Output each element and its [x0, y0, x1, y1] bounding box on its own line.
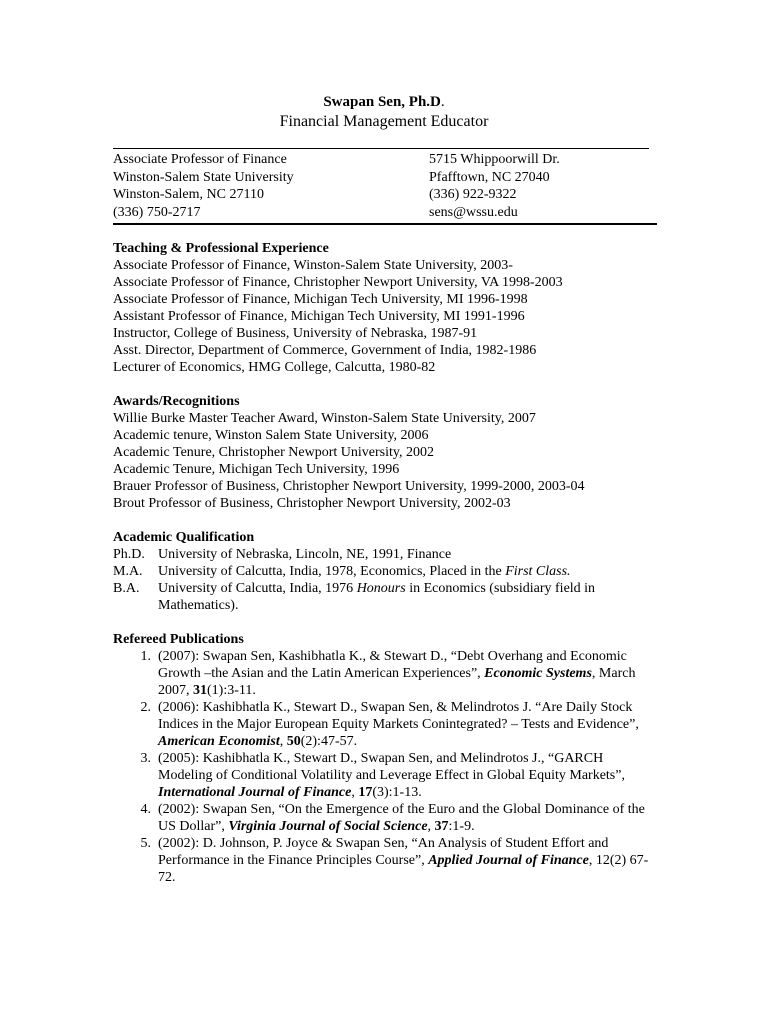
publication-item: 3. (2005): Kashibhatla K., Stewart D., Swapan Sen, and Melindrotos J., “GARCH Modeling of Conditional Volatility and Leverage Effect in Global Equity Markets”, International Journal of Finance, 17(3):1-13.: [140, 751, 625, 800]
award-item: Brout Professor of Business, Christopher Newport University, 2002-03: [113, 496, 511, 511]
award-item: Academic Tenure, Michigan Tech University, 1996: [113, 462, 400, 477]
journal-name: Virginia Journal of Social Science: [228, 819, 428, 834]
award-item: Willie Burke Master Teacher Award, Winston-Salem State University, 2007: [113, 411, 536, 426]
award-item: Academic tenure, Winston Salem State University, 2006: [113, 428, 429, 443]
contact-line: Winston-Salem, NC 27110: [113, 187, 264, 202]
qualification-item: [113, 546, 653, 563]
contact-line: Pfafftown, NC 27040: [429, 169, 550, 185]
journal-name: American Economist: [158, 734, 280, 749]
section-heading-experience: Teaching & Professional Experience: [113, 241, 329, 256]
experience-item: Instructor, College of Business, University of Nebraska, 1987-91: [113, 326, 478, 341]
section-heading-qualification: Academic Qualification: [113, 530, 255, 545]
publication-item: 1. (2007): Swapan Sen, Kashibhatla K., & Stewart D., “Debt Overhang and Economic Growth –the Asian and the Latin American Experiences”, Economic Systems, March 2007, 31(1):3-11.: [140, 649, 636, 698]
degree-label: Ph.D.: [113, 547, 145, 562]
experience-item: Lecturer of Economics, HMG College, Calcutta, 1980-82: [113, 360, 436, 375]
publication-item: 4. (2002): Swapan Sen, “On the Emergence of the Euro and the Global Dominance of the US Dollar”, Virginia Journal of Social Science, 37:1-9.: [140, 802, 645, 834]
award-item: Brauer Professor of Business, Christopher Newport University, 1999-2000, 2003-04: [113, 479, 585, 494]
contact-line: (336) 922-9322: [429, 187, 517, 202]
award-item: Academic Tenure, Christopher Newport University, 2002: [113, 445, 434, 460]
experience-item: Associate Professor of Finance, Michigan Tech University, MI 1996-1998: [113, 292, 528, 307]
section-heading-publications: Refereed Publications: [113, 632, 244, 647]
experience-item: Asst. Director, Department of Commerce, Government of India, 1982-1986: [113, 343, 537, 358]
publication-item: 2. (2006): Kashibhatla K., Stewart D., Swapan Sen, & Melindrotos J. “Are Daily Stock Indices in the Major European Equity Markets Conintegrated? – Tests and Evidence”, American Economist, 50(2):47-57.: [140, 700, 639, 749]
contact-divider: [113, 223, 657, 225]
section-heading-awards: Awards/Recognitions: [113, 394, 240, 409]
contact-line: Associate Professor of Finance: [113, 152, 287, 167]
degree-detail: University of Calcutta, India, 1976 Honours in Economics (subsidiary field in Mathematics).: [158, 581, 596, 613]
qualification-item: [113, 580, 653, 614]
journal-name: International Journal of Finance: [158, 785, 352, 800]
experience-item: Assistant Professor of Finance, Michigan Tech University, MI 1991-1996: [113, 309, 525, 324]
experience-item: Associate Professor of Finance, Winston-Salem State University, 2003-: [113, 258, 513, 273]
cv-body: [113, 240, 653, 886]
contact-line: Winston-Salem State University: [113, 169, 294, 185]
journal-name: Economic Systems: [484, 666, 592, 681]
journal-name: Applied Journal of Finance: [428, 853, 589, 868]
contact-work: [113, 151, 294, 221]
degree-label: M.A.: [113, 564, 143, 579]
email-address: sens@wssu.edu: [429, 204, 518, 220]
degree-detail: University of Calcutta, India, 1978, Economics, Placed in the First Class.: [158, 564, 571, 579]
cv-header: [0, 93, 768, 132]
header-divider: [113, 148, 649, 149]
contact-line: 5715 Whippoorwill Dr.: [429, 152, 560, 167]
contact-line: (336) 750-2717: [113, 204, 201, 220]
degree-label: B.A.: [113, 581, 140, 596]
publication-item: 5. (2002): D. Johnson, P. Joyce & Swapan Sen, “An Analysis of Student Effort and Performance in the Finance Principles Course”, Applied Journal of Finance, 12(2) 67-72.: [140, 836, 649, 885]
person-name: Swapan Sen, Ph.D: [323, 94, 441, 110]
publication-list: [113, 648, 653, 886]
name-suffix: .: [440, 94, 445, 110]
professional-title: Financial Management Educator: [279, 113, 489, 130]
contact-home: [429, 151, 560, 221]
qualification-item: [113, 563, 653, 580]
degree-detail: University of Nebraska, Lincoln, NE, 1991, Finance: [158, 547, 452, 562]
experience-item: Associate Professor of Finance, Christopher Newport University, VA 1998-2003: [113, 275, 563, 290]
